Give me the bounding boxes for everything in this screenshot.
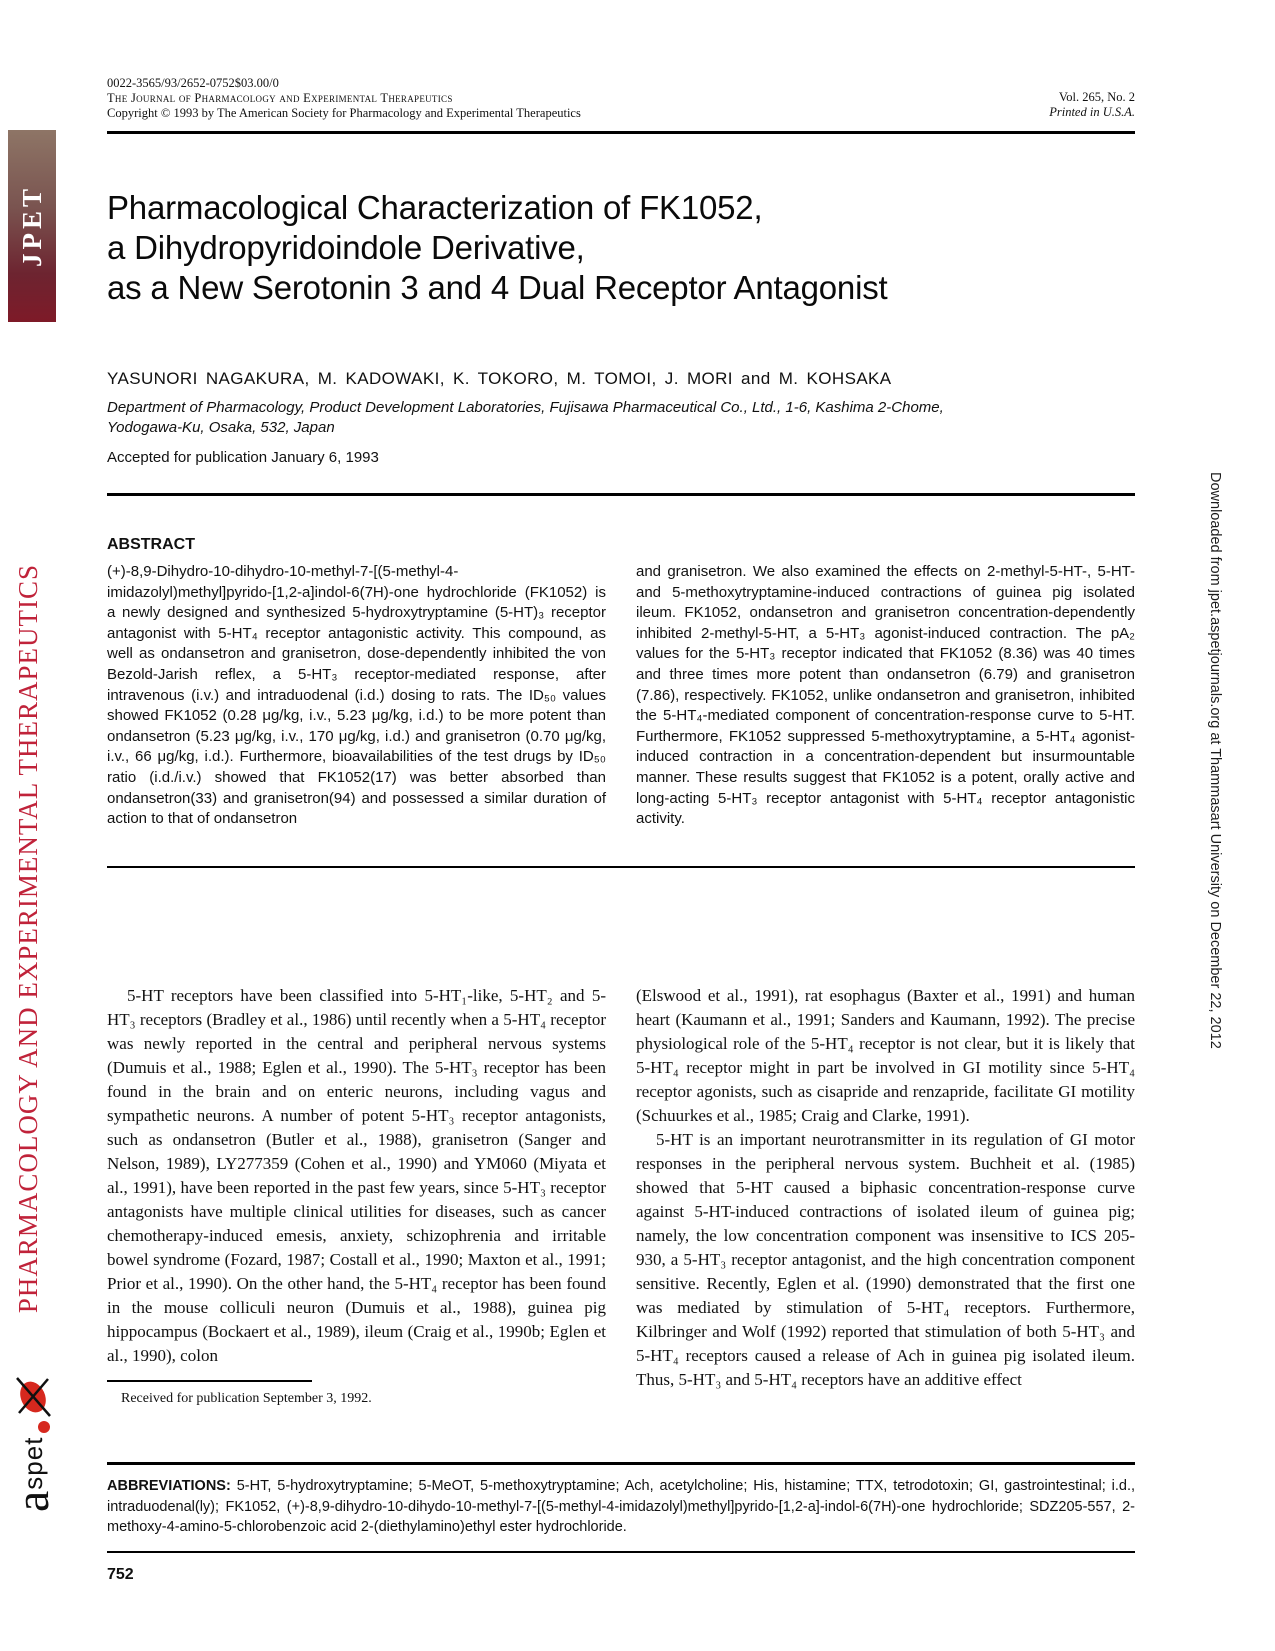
body-paragraph: 5-HT is an important neurotransmitter in its regulation of GI motor responses in the peripheral nervous system. Buchheit et al. (1985) showed that 5-HT caused a biphasic concentration-response curve against 5-HT-induced contractions of isolated ileum of guinea pig; namely, the low concentration component was insensitive to ICS 205-930, a 5-HT₃ receptor antagonist, and the high concentration component sensitive. Recently, Eglen et al. (1990) demonstrated that the first one was mediated by stimulation of 5-HT₄ receptors. Furthermore, Kilbringer and Wolf (1992) reported that stimulation of both 5-HT₃ and 5-HT₄ receptors caused a release of Ach in guinea pig isolated ileum. Thus, 5-HT₃ and 5-HT₄ receptors have an additive effect	[636, 1130, 1135, 1389]
abbreviations-label: ABBREVIATIONS:	[107, 1478, 231, 1494]
issn-line: 0022-3565/93/2652-0752$03.00/0	[107, 76, 279, 90]
abstract-right-column: and granisetron. We also examined the effects on 2-methyl-5-HT-, 5-HT- and 5-methoxytryptamine-induced contractions of guinea pig isolated ileum. FK1052, ondansetron and granisetron concentration-dependently inhibited 2-methyl-5-HT, a 5-HT₃ agonist-induced contraction. The pA₂ values for the 5-HT₃ receptor indicated that FK1052 (8.36) was 40 times and three times more potent than ondansetron (6.79) and granisetron (7.86), respectively. FK1052, unlike ondansetron and granisetron, inhibited the 5-HT₄-mediated component of concentration-response curve to 5-HT. Furthermore, FK1052 suppressed 5-methoxytryptamine, a 5-HT₄ agonist-induced contraction in a concentration-dependent but insurmountable manner. These results suggest that FK1052 is a potent, orally active and long-acting 5-HT₃ receptor antagonist with 5-HT₄ receptor antagonistic activity.	[636, 563, 1135, 828]
abbreviations-divider-top	[107, 1462, 1135, 1465]
journal-vertical-title	[4, 556, 52, 1322]
header-divider	[107, 131, 1135, 134]
mortar-pestle-icon	[10, 1374, 56, 1420]
affiliation: Department of Pharmacology, Product Development Laboratories, Fujisawa Pharmaceutical Co., Ltd., 1-6, Kashima 2-Chome, Yodogawa-Ku, Osaka, 532, Japan	[107, 399, 944, 436]
page-number: 752	[107, 1566, 134, 1583]
article-title-line3: as a New Serotonin 3 and 4 Dual Receptor Antagonist	[107, 269, 888, 306]
aspet-logo-dot	[38, 1421, 50, 1433]
jpet-banner	[8, 130, 56, 322]
header-right	[1049, 90, 1135, 120]
body-paragraph: (Elswood et al., 1991), rat esophagus (Baxter et al., 1991) and human heart (Kaumann et al., 1991; Sanders and Kaumann, 1992). The precise physiological role of the 5-HT₄ receptor is not clear, but it is likely that 5-HT₄ receptor might in part be involved in GI motility since 5-HT₄ receptor agonists, such as cisapride and renzapride, facilitate GI motility (Schuurkes et al., 1985; Craig and Clarke, 1991).	[636, 986, 1135, 1125]
abbreviations	[107, 1476, 1135, 1538]
printed-in: Printed in U.S.A.	[1049, 105, 1135, 119]
received-footnote: Received for publication September 3, 1992.	[121, 1391, 372, 1406]
journal-name: The Journal of Pharmacology and Experimental Therapeutics	[107, 91, 453, 105]
abbreviations-divider-bottom	[107, 1551, 1135, 1553]
article-body	[107, 984, 1135, 1408]
title-divider	[107, 493, 1135, 496]
abstract	[107, 562, 1135, 830]
download-watermark: Downloaded from jpet.aspetjournals.org at Thammasart University on December 22, 2012	[1207, 472, 1223, 1049]
aspet-logo-letter-a: a	[6, 1490, 59, 1512]
abbreviations-text: 5-HT, 5-hydroxytryptamine; 5-MeOT, 5-methoxytryptamine; Ach, acetylcholine; His, histamine; TTX, tetrodotoxin; GI, gastrointestinal; i.d., intraduodenal(ly); FK1052, (+)-8,9-dihydro-10-dihydo-10-methyl-7-[(5-methyl-4-imidazolyl)methyl]pyrido-[1,2-a]-indol-6(7H)-one hydrochloride; SDZ205-557, 2-methoxy-4-amino-5-chlorobenzoic acid 2-(diethylamino)ethyl ester hydrochloride.	[107, 1478, 1135, 1535]
aspet-logo	[0, 1336, 66, 1512]
accepted-date: Accepted for publication January 6, 1993	[107, 449, 379, 466]
jpet-banner-label: JPET	[16, 184, 47, 267]
abstract-left-column: (+)-8,9-Dihydro-10-dihydro-10-methyl-7-[(5-methyl-4-imidazolyl)methyl]pyrido-[1,2-a]indol-6(7H)-one hydrochloride (FK1052) is a newly designed and synthesized 5-hydroxytryptamine (5-HT)₃ receptor antagonist with 5-HT₄ receptor antagonistic activity. This compound, as well as ondansetron and granisetron, dose-dependently inhibited the von Bezold-Jarish reflex, a 5-HT₃ receptor-mediated response, after intravenous (i.v.) and intraduodenal (i.d.) dosing to rats. The ID₅₀ values showed FK1052 (0.28 μg/kg, i.v., 5.23 μg/kg, i.d.) to be more potent than ondansetron (5.23 μg/kg, i.v., 170 μg/kg, i.d.) and granisetron (0.70 μg/kg, i.v., 66 μg/kg, i.d.). Furthermore, bioavailabilities of the test drugs by ID₅₀ ratio (i.d./i.v.) showed that FK1052(17) was better absorbed than ondansetron(33) and granisetron(94) and possessed a similar duration of action to that of ondansetron	[107, 563, 606, 828]
volume-number: Vol. 265, No. 2	[1058, 90, 1135, 104]
journal-vertical-title-text: PHARMACOLOGY AND EXPERIMENTAL THERAPEUTICS	[12, 564, 43, 1314]
article-title-line2: a Dihydropyridoindole Derivative,	[107, 229, 585, 266]
article-title-line1: Pharmacological Characterization of FK1052,	[107, 189, 763, 226]
aspet-logo-text: spet	[17, 1436, 48, 1490]
aspet-logo-inner	[0, 1336, 66, 1512]
body-right-column	[636, 984, 1135, 1408]
copyright-line: Copyright © 1993 by The American Society for Pharmacology and Experimental Therapeutics	[107, 106, 581, 120]
article-title	[107, 188, 1087, 308]
authors-line: YASUNORI NAGAKURA, M. KADOWAKI, K. TOKORO, M. TOMOI, J. MORI and M. KOHSAKA	[107, 369, 892, 388]
page-header	[107, 76, 1135, 121]
footnote-divider	[107, 1380, 312, 1382]
abstract-heading: ABSTRACT	[107, 536, 195, 553]
body-left-column	[107, 984, 606, 1408]
body-paragraph: 5-HT receptors have been classified into 5-HT₁-like, 5-HT₂ and 5-HT₃ receptors (Bradley et al., 1986) until recently when a 5-HT₄ receptor was newly reported in the central and peripheral nervous systems (Dumuis et al., 1988; Eglen et al., 1990). The 5-HT₃ receptor has been found in the brain and on enteric neurons, including vagus and sympathetic neurons. A number of potent 5-HT₃ receptor antagonists, such as ondansetron (Butler et al., 1988), granisetron (Sanger and Nelson, 1989), LY277359 (Cohen et al., 1990) and YM060 (Miyata et al., 1991), have been reported in the past few years, since 5-HT₃ receptor antagonists have multiple clinical utilities for diseases, such as cancer chemotherapy-induced emesis, anxiety, schizophrenia and irritable bowel syndrome (Fozard, 1987; Costall et al., 1990; Maxton et al., 1991; Prior et al., 1990). On the other hand, the 5-HT₄ receptor has been found in the mouse colliculi neuron (Dumuis et al., 1988), guinea pig hippocampus (Bockaert et al., 1989), ileum (Craig et al., 1990b; Eglen et al., 1990), colon	[107, 986, 606, 1365]
abstract-divider	[107, 866, 1135, 868]
